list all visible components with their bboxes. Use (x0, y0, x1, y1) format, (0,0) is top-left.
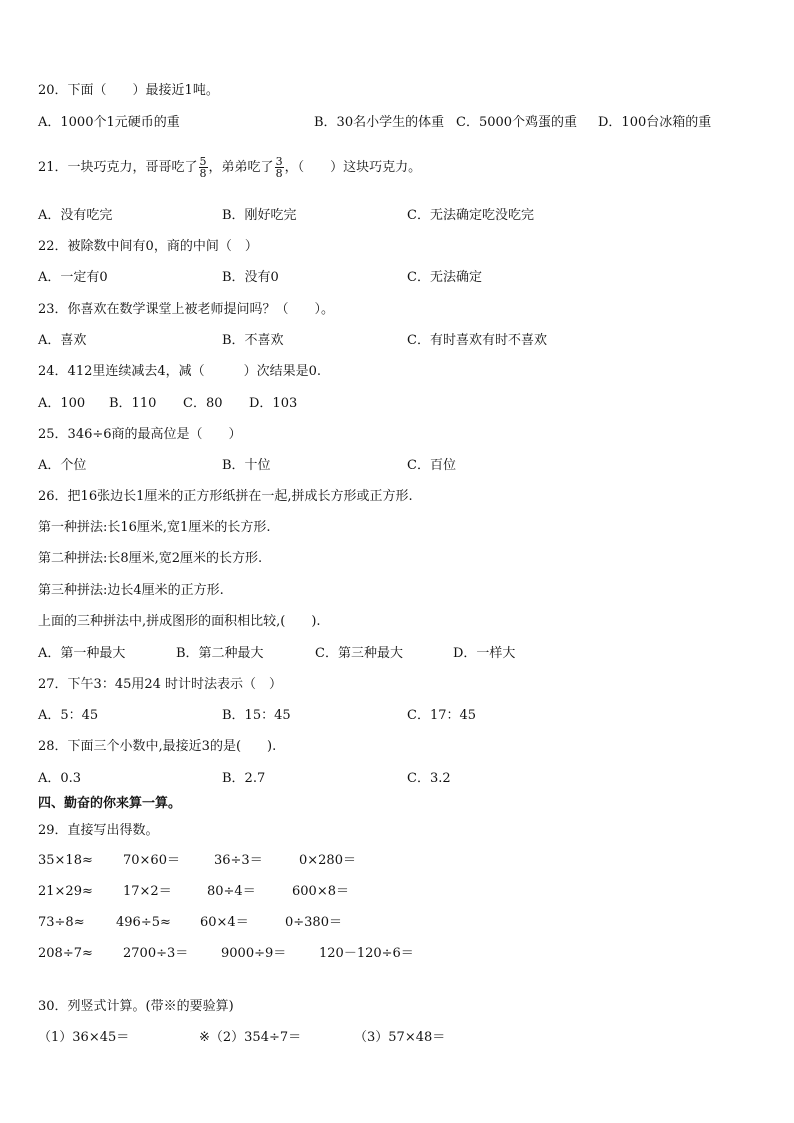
calc-item: 35×18≈ (38, 853, 93, 868)
q24-option-c: C．80 (183, 396, 223, 411)
q26-option-a: A．第一种最大 (38, 646, 126, 661)
calc-item: 208÷7≈ (38, 946, 93, 961)
q27-option-b: B．15：45 (222, 708, 291, 723)
q26-method-3: 第三种拼法:边长4厘米的正方形. (38, 583, 224, 598)
q27-option-a: A．5：45 (38, 708, 99, 723)
fraction-five-eighths (199, 156, 208, 179)
question-25-stem: 25．346÷6商的最高位是（ ） (38, 427, 242, 442)
calc-item: 36÷3＝ (214, 853, 263, 868)
question-24-stem: 24．412里连续减去4，减（ ）次结果是0. (38, 364, 322, 379)
q26-method-1: 第一种拼法:长16厘米,宽1厘米的长方形. (38, 520, 271, 535)
q21-stem-part-3: ，（ ）这块巧克力。 (284, 160, 422, 175)
q20-option-a: A．1000个1元硬币的重 (38, 115, 180, 130)
q26-question: 上面的三种拼法中,拼成图形的面积相比较,( ). (38, 614, 321, 629)
question-29-stem: 29．直接写出得数。 (38, 823, 159, 838)
fraction-denominator: 8 (199, 167, 207, 180)
q20-option-b: B．30名小学生的体重 (314, 115, 445, 130)
question-23-stem: 23．你喜欢在数学课堂上被老师提问吗？（ ）。 (38, 302, 335, 317)
q21-option-a: A．没有吃完 (38, 208, 113, 223)
q21-stem-part-2: ，弟弟吃了 (208, 160, 274, 175)
question-28-stem: 28．下面三个小数中,最接近3的是( ). (38, 739, 277, 754)
calc-item: 17×2＝ (123, 884, 172, 899)
calc-item: 73÷8≈ (38, 915, 85, 930)
q25-option-c: C．百位 (407, 458, 456, 473)
q26-method-2: 第二种拼法:长8厘米,宽2厘米的长方形. (38, 551, 263, 566)
q25-option-a: A．个位 (38, 458, 87, 473)
q27-option-c: C．17：45 (407, 708, 477, 723)
vertical-calc-item-2: ※（2）354÷7＝ (199, 1030, 302, 1045)
q22-option-b: B．没有0 (222, 270, 279, 285)
question-22-stem: 22．被除数中间有0，商的中间（ ） (38, 239, 258, 254)
calc-item: 2700÷3＝ (123, 946, 189, 961)
q22-option-a: A．一定有0 (38, 270, 108, 285)
q26-option-d: D．一样大 (453, 646, 516, 661)
q28-option-b: B．2.7 (222, 771, 266, 786)
q26-option-b: B．第二种最大 (176, 646, 264, 661)
question-30-stem: 30．列竖式计算。(带※的要验算) (38, 999, 234, 1014)
q23-option-b: B．不喜欢 (222, 333, 284, 348)
calc-item: 80÷4＝ (207, 884, 256, 899)
q21-stem-part-1: 21．一块巧克力，哥哥吃了 (38, 160, 198, 175)
question-27-stem: 27．下午3：45用24 时计时法表示（ ） (38, 677, 283, 692)
fraction-numerator: 5 (199, 155, 207, 168)
q21-option-b: B．刚好吃完 (222, 208, 297, 223)
calc-item: 9000÷9＝ (221, 946, 287, 961)
calc-item: 600×8＝ (292, 884, 349, 899)
question-21-stem (38, 154, 421, 182)
calc-item: 0÷380＝ (285, 915, 342, 930)
q23-option-c: C．有时喜欢有时不喜欢 (407, 333, 547, 348)
calc-item: 21×29≈ (38, 884, 93, 899)
calc-item: 496÷5≈ (116, 915, 171, 930)
q24-option-b: B．110 (109, 396, 157, 411)
section-4-title: 四、勤奋的你来算一算。 (38, 796, 182, 811)
fraction-three-eighths (275, 156, 284, 179)
q22-option-c: C．无法确定 (407, 270, 482, 285)
vertical-calc-item-1: （1）36×45＝ (38, 1030, 130, 1045)
q28-option-c: C．3.2 (407, 771, 451, 786)
q20-option-c: C．5000个鸡蛋的重 (456, 115, 578, 130)
q26-option-c: C．第三种最大 (315, 646, 403, 661)
calc-item: 70×60＝ (123, 853, 180, 868)
q24-option-a: A．100 (38, 396, 86, 411)
question-20-stem: 20．下面（ ）最接近1吨。 (38, 83, 219, 98)
q24-option-d: D．103 (249, 396, 298, 411)
vertical-calc-item-3: （3）57×48＝ (354, 1030, 446, 1045)
q23-option-a: A．喜欢 (38, 333, 87, 348)
fraction-numerator: 3 (275, 155, 283, 168)
fraction-denominator: 8 (275, 167, 283, 180)
q21-option-c: C．无法确定吃没吃完 (407, 208, 534, 223)
q28-option-a: A．0.3 (38, 771, 82, 786)
calc-item: 60×4＝ (200, 915, 249, 930)
q20-option-d: D．100台冰箱的重 (598, 115, 712, 130)
calc-item: 0×280＝ (299, 853, 356, 868)
q25-option-b: B．十位 (222, 458, 271, 473)
question-26-stem: 26．把16张边长1厘米的正方形纸拼在一起,拼成长方形或正方形. (38, 489, 413, 504)
calc-item: 120－120÷6＝ (319, 946, 414, 961)
